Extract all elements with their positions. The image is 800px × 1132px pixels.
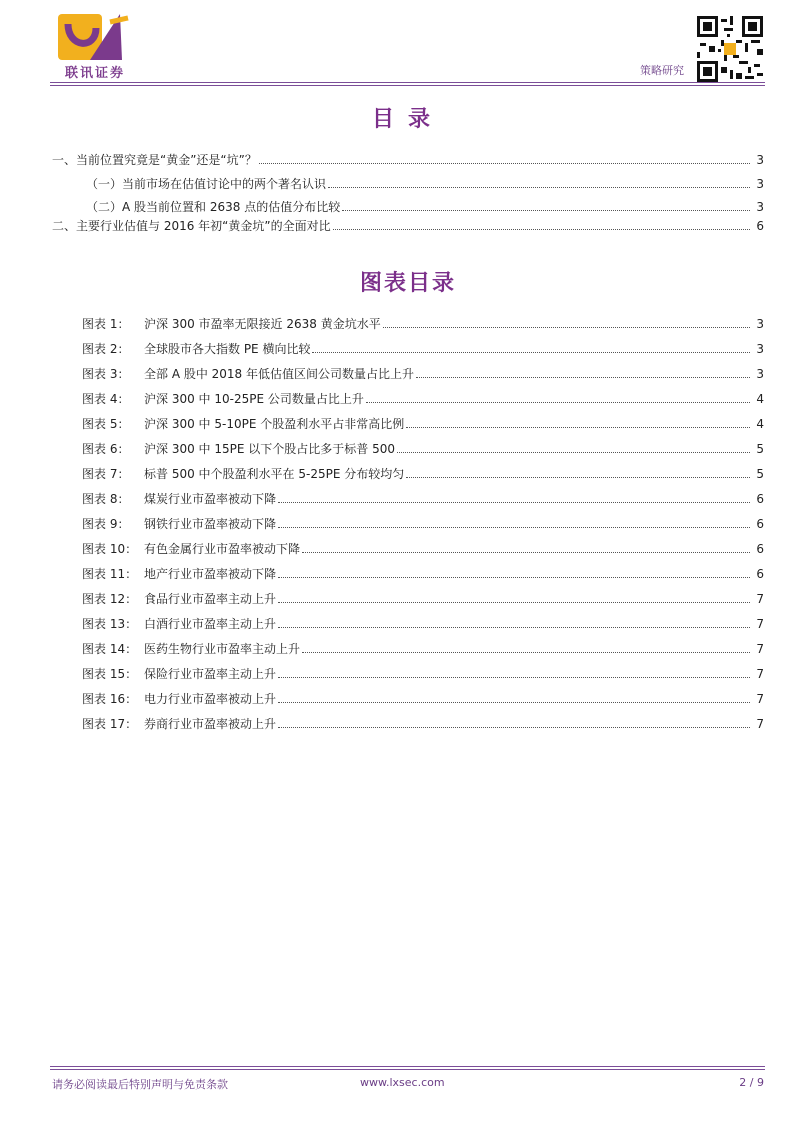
- figure-page: 6: [756, 567, 764, 581]
- figure-number: 图表 6：: [82, 442, 130, 456]
- figure-label: 医药生物行业市盈率主动上升: [144, 642, 301, 656]
- logo-text: 联讯证券: [64, 66, 125, 81]
- leader-dots: [278, 727, 750, 728]
- qr-code-icon: [697, 16, 763, 82]
- figure-entry[interactable]: [82, 339, 764, 357]
- figure-number: 图表 5：: [82, 417, 130, 431]
- figure-label: 食品行业市盈率主动上升: [144, 592, 277, 606]
- figure-page: 7: [756, 617, 764, 631]
- leader-dots: [278, 577, 750, 578]
- leader-dots: [366, 402, 751, 403]
- figure-number: 图表 15：: [82, 667, 138, 681]
- figure-page: 4: [756, 392, 764, 406]
- figure-page: 7: [756, 717, 764, 731]
- leader-dots: [302, 552, 750, 553]
- figure-entry[interactable]: [82, 714, 764, 732]
- leader-dots: [342, 210, 750, 211]
- toc-entry[interactable]: [52, 216, 764, 234]
- toc-entry-label: 二、主要行业估值与 2016 年初“黄金坑”的全面对比: [52, 219, 331, 233]
- figure-number: 图表 13：: [82, 617, 138, 631]
- page-number: 2 / 9: [739, 1076, 764, 1089]
- figure-page: 7: [756, 592, 764, 606]
- page-header: [0, 0, 800, 86]
- leader-dots: [416, 377, 750, 378]
- figure-label: 标普 500 中个股盈利水平在 5-25PE 分布较均匀: [144, 467, 405, 481]
- figure-number: 图表 4：: [82, 392, 130, 406]
- figure-number: 图表 8：: [82, 492, 130, 506]
- header-divider: [50, 85, 765, 86]
- figure-page: 6: [756, 492, 764, 506]
- figure-label: 有色金属行业市盈率被动下降: [144, 542, 301, 556]
- figure-entry[interactable]: [82, 639, 764, 657]
- figure-page: 5: [756, 442, 764, 456]
- leader-dots: [333, 229, 751, 230]
- figure-entry[interactable]: [82, 589, 764, 607]
- figure-label: 钢铁行业市盈率被动下降: [144, 517, 277, 531]
- figure-number: 图表 3：: [82, 367, 130, 381]
- figure-number: 图表 2：: [82, 342, 130, 356]
- figure-page: 3: [756, 342, 764, 356]
- figure-entry[interactable]: [82, 464, 764, 482]
- figure-page: 3: [756, 367, 764, 381]
- figure-entry[interactable]: [82, 614, 764, 632]
- figure-page: 3: [756, 317, 764, 331]
- figure-page: 7: [756, 667, 764, 681]
- figure-label: 沪深 300 中 5-10PE 个股盈利水平占非常高比例: [144, 417, 405, 431]
- footer-divider: [50, 1066, 765, 1067]
- figure-entry[interactable]: [82, 414, 764, 432]
- toc-entry[interactable]: [86, 174, 764, 192]
- toc-entry-label: （二）A 股当前位置和 2638 点的估值分布比较: [86, 200, 341, 214]
- leader-dots: [397, 452, 750, 453]
- figure-label: 煤炭行业市盈率被动下降: [144, 492, 277, 506]
- leader-dots: [312, 352, 750, 353]
- toc-entry-label: （一）当前市场在估值讨论中的两个著名认识: [86, 177, 327, 191]
- figure-entry[interactable]: [82, 564, 764, 582]
- figure-label: 券商行业市盈率被动上升: [144, 717, 277, 731]
- logo-icon: [50, 10, 140, 66]
- leader-dots: [278, 602, 750, 603]
- figure-label: 保险行业市盈率主动上升: [144, 667, 277, 681]
- figure-entry[interactable]: [82, 389, 764, 407]
- figure-number: 图表 12：: [82, 592, 138, 606]
- footer-disclaimer: 请务必阅读最后特别声明与免责条款: [52, 1078, 228, 1091]
- company-logo: [50, 10, 140, 82]
- figure-number: 图表 14：: [82, 642, 138, 656]
- leader-dots: [259, 163, 750, 164]
- header-divider: [50, 82, 765, 83]
- leader-dots: [383, 327, 751, 328]
- figure-label: 沪深 300 中 10-25PE 公司数量占比上升: [144, 392, 364, 406]
- leader-dots: [278, 702, 750, 703]
- toc-entry[interactable]: [86, 197, 764, 215]
- figure-number: 图表 7：: [82, 467, 130, 481]
- figure-page: 7: [756, 642, 764, 656]
- figure-entry[interactable]: [82, 514, 764, 532]
- figure-number: 图表 11：: [82, 567, 138, 581]
- figure-label: 沪深 300 中 15PE 以下个股占比多于标普 500: [144, 442, 395, 456]
- leader-dots: [278, 627, 750, 628]
- toc-entry-page: 3: [756, 200, 764, 214]
- figure-number: 图表 9：: [82, 517, 130, 531]
- leader-dots: [302, 652, 750, 653]
- figure-number: 图表 1：: [82, 317, 130, 331]
- figure-label: 白酒行业市盈率主动上升: [144, 617, 277, 631]
- figure-label: 全球股市各大指数 PE 横向比较: [144, 342, 311, 356]
- figure-page: 6: [756, 542, 764, 556]
- toc-entry-page: 6: [756, 219, 764, 233]
- footer-website-link[interactable]: www.lxsec.com: [360, 1076, 445, 1089]
- figure-entry[interactable]: [82, 489, 764, 507]
- figure-page: 4: [756, 417, 764, 431]
- figure-label: 电力行业市盈率被动上升: [144, 692, 277, 706]
- figure-entry[interactable]: [82, 689, 764, 707]
- figure-entry[interactable]: [82, 664, 764, 682]
- toc-entry-label: 一、当前位置究竟是“黄金”还是“坑”？: [52, 153, 257, 167]
- figure-page: 5: [756, 467, 764, 481]
- figure-label: 全部 A 股中 2018 年低估值区间公司数量占比上升: [144, 367, 415, 381]
- leader-dots: [278, 527, 750, 528]
- figure-number: 图表 17：: [82, 717, 138, 731]
- toc-entry-page: 3: [756, 177, 764, 191]
- toc-entry[interactable]: [52, 150, 764, 168]
- toc-entry-page: 3: [756, 153, 764, 167]
- report-category: 策略研究: [640, 64, 684, 77]
- figure-number: 图表 10：: [82, 542, 138, 556]
- figure-entry[interactable]: [82, 314, 764, 332]
- leader-dots: [278, 502, 750, 503]
- figure-number: 图表 16：: [82, 692, 138, 706]
- figure-label: 地产行业市盈率被动下降: [144, 567, 277, 581]
- toc-title: 目录: [371, 107, 444, 132]
- figure-entry[interactable]: [82, 364, 764, 382]
- figure-page: 6: [756, 517, 764, 531]
- figure-list-title: 图表目录: [359, 271, 456, 296]
- leader-dots: [406, 477, 750, 478]
- figure-page: 7: [756, 692, 764, 706]
- figure-label: 沪深 300 市盈率无限接近 2638 黄金坑水平: [144, 317, 381, 331]
- leader-dots: [328, 187, 750, 188]
- leader-dots: [278, 677, 750, 678]
- footer-divider: [50, 1069, 765, 1070]
- figure-entry[interactable]: [82, 439, 764, 457]
- figure-entry[interactable]: [82, 539, 764, 557]
- leader-dots: [406, 427, 750, 428]
